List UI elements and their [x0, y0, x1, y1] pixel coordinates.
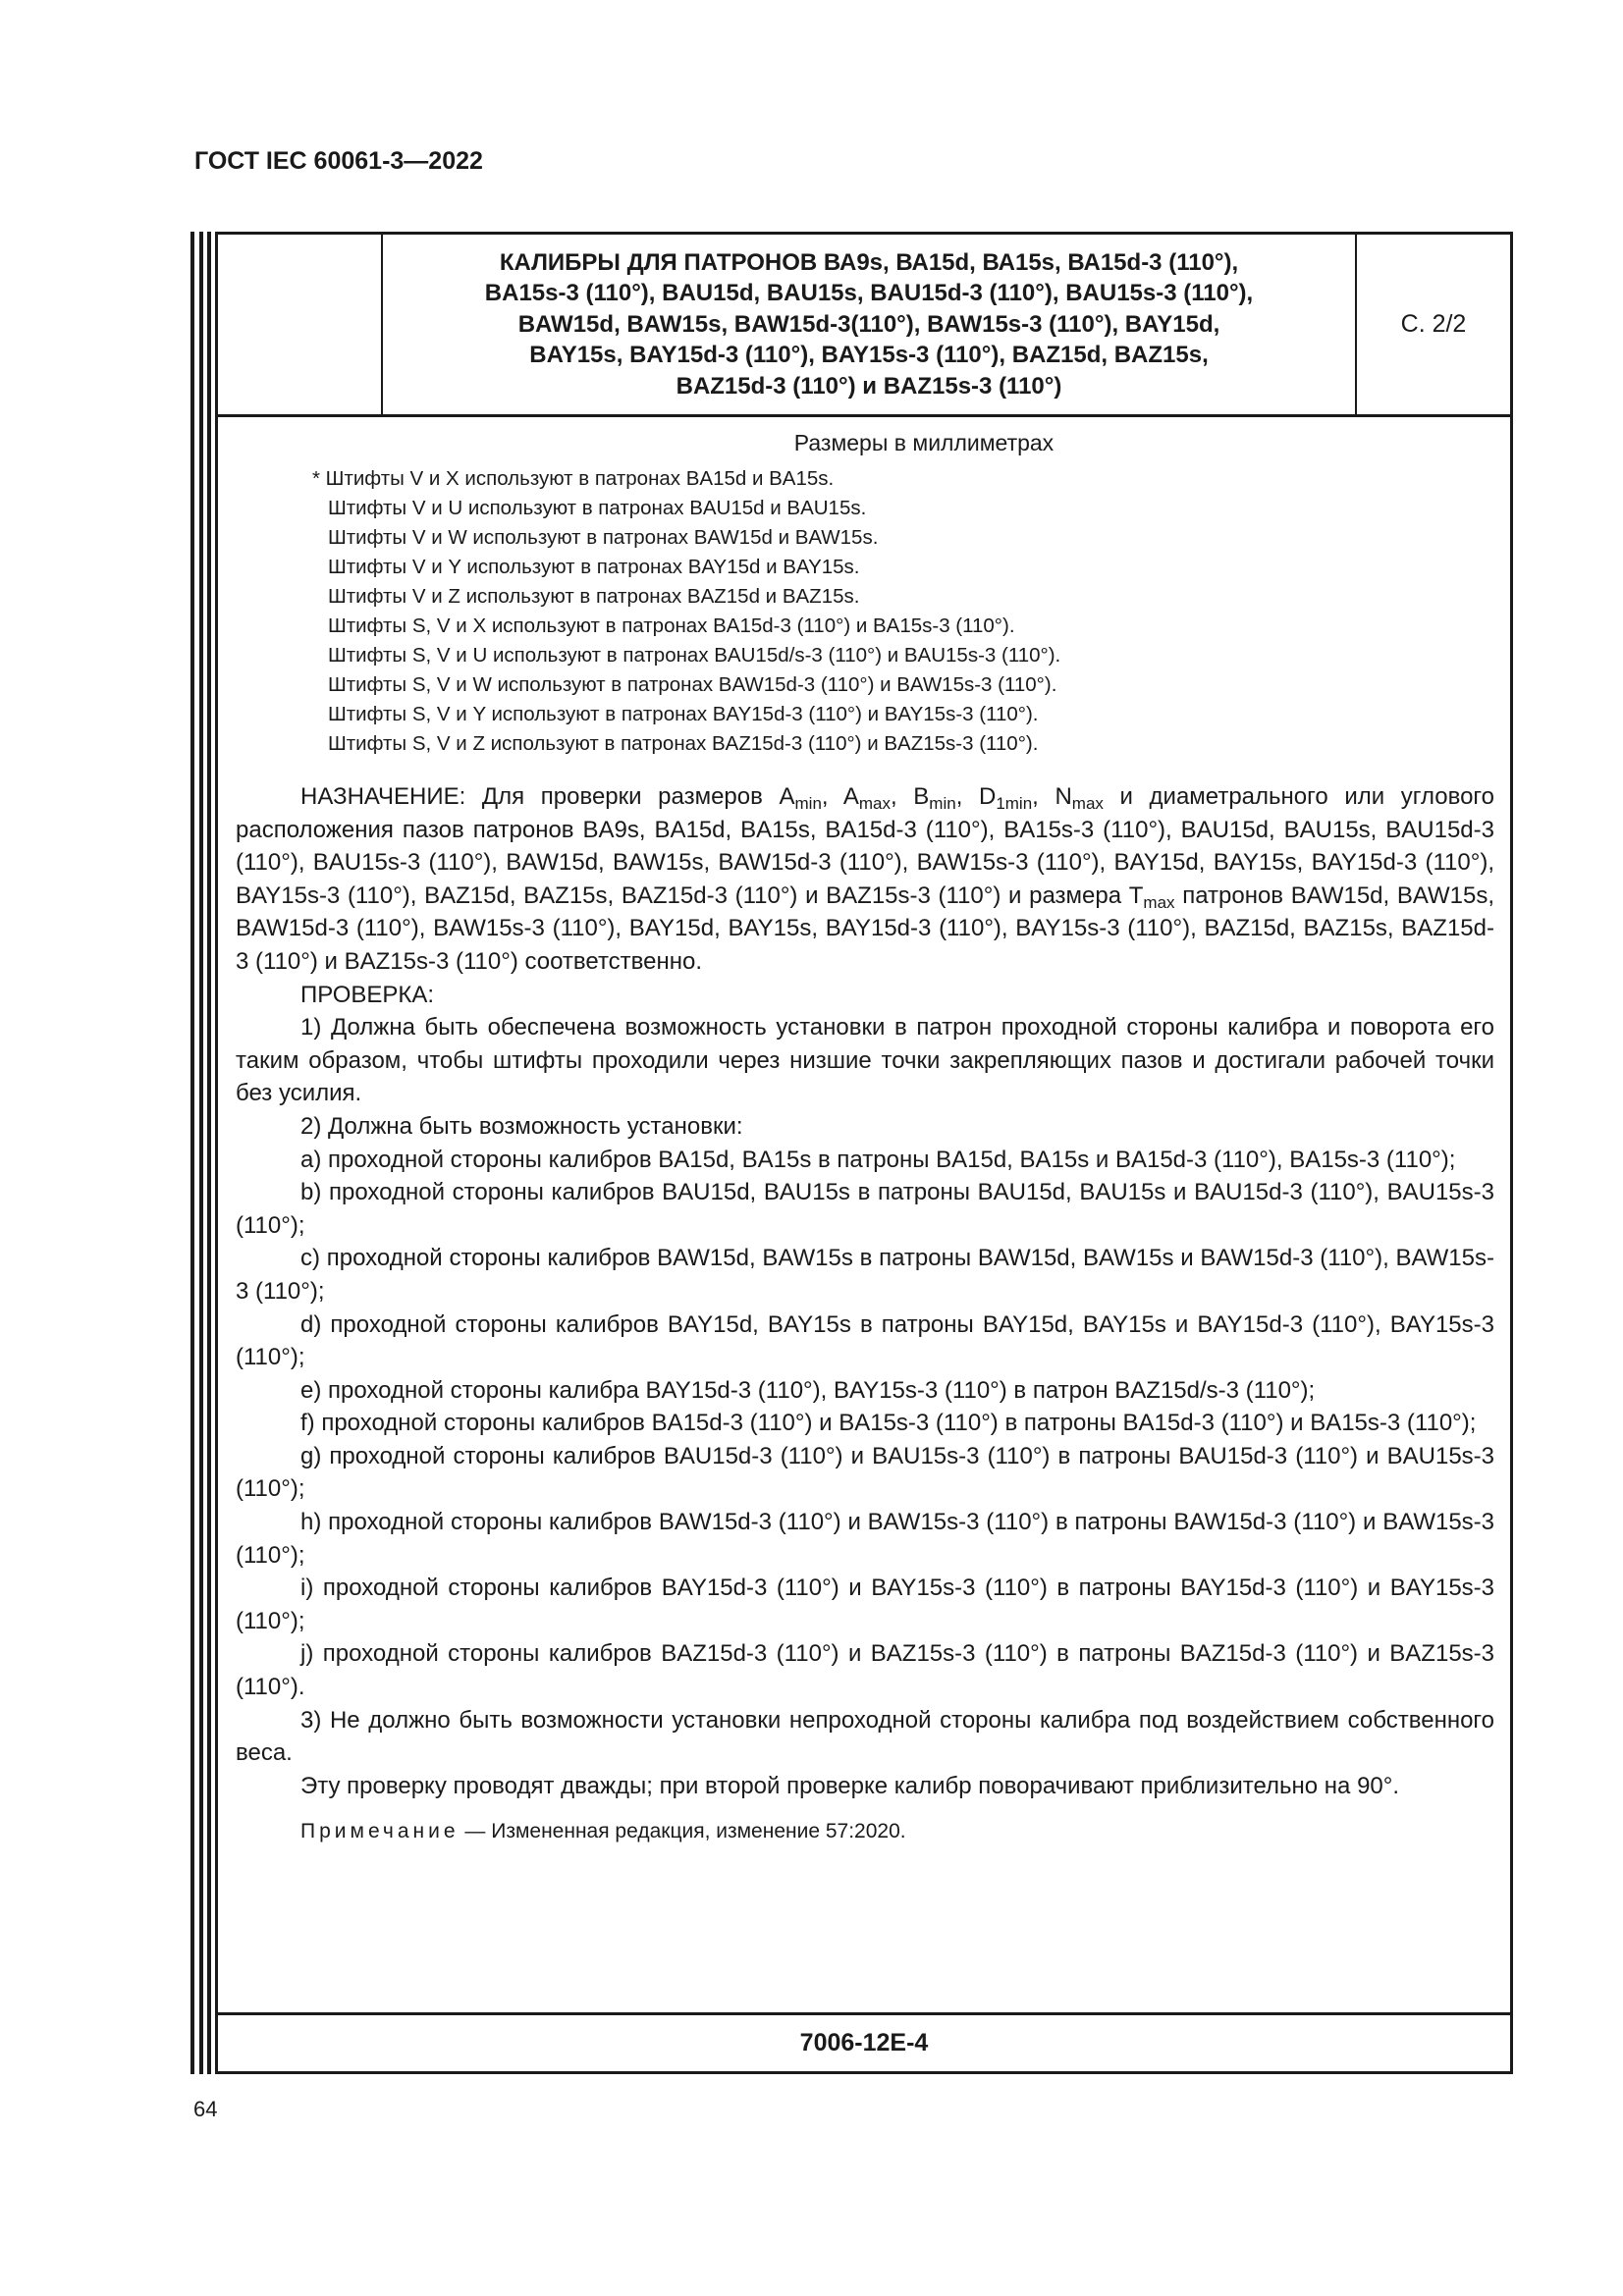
- purpose-text: патронов BAW15d, BAW15s, BAW15d-3 (110°), BAW15s-3 (110°), BAY15d, BAY15s, BAY15d-3 (110°), BAY15s-3 (110°), BAZ15d, BAZ15s, BAZ15d-3 (110°) и BAZ15s-3 (110°) соответственно.: [236, 881, 1494, 975]
- check-item-i: i) проходной стороны калибров BAY15d-3 (110°) и BAY15s-3 (110°) в патроны BAY15d-3 (110°) и BAY15s-3 (110°);: [236, 1575, 1494, 1634]
- check-item-f: f) проходной стороны калибров BA15d-3 (110°) и BA15s-3 (110°) в патроны BA15d-3 (110°) и BA15s-3 (110°);: [300, 1410, 1477, 1437]
- bmin-subscript: min: [929, 794, 956, 813]
- check-paragraph: Эту проверку проводят дважды; при второй проверке калибр поворачивают приблизительно на 90°.: [300, 1772, 1400, 1799]
- note: [300, 1820, 1494, 1843]
- title-line: КАЛИБРЫ ДЛЯ ПАТРОНОВ ВА9s, ВА15d, ВА15s, ВА15d-3 (110°),: [499, 248, 1239, 276]
- check-item-d: d) проходной стороны калибров BAY15d, BAY15s в патроны BAY15d, BAY15s и BAY15d-3 (110°), BAY15s-3 (110°);: [236, 1310, 1494, 1371]
- title-center-cell: [383, 235, 1357, 414]
- check-item-b: b) проходной стороны калибров BAU15d, BAU15s в патроны BAU15d, BAU15s и BAU15d-3 (110°), BAU15s-3 (110°);: [236, 1179, 1494, 1239]
- d1min-subscript: 1min: [996, 794, 1033, 813]
- sheet-body: [236, 430, 1494, 1843]
- purpose-lead: НАЗНАЧЕНИЕ: Для проверки размеров A: [300, 783, 795, 810]
- title-line: BAZ15d-3 (110°) и BAZ15s-3 (110°): [676, 372, 1062, 400]
- title-block: [218, 235, 1510, 417]
- footnote-item: Штифты S, V и X используют в патронах BA15d-3 (110°) и BA15s-3 (110°).: [328, 614, 1015, 637]
- sheet-frame: [215, 232, 1513, 2074]
- title-line: BAW15d, BAW15s, BAW15d-3(110°), BAW15s-3 (110°), BAY15d,: [517, 310, 1220, 338]
- margin-rule-1: [190, 232, 194, 2074]
- amin-subscript: min: [794, 794, 822, 813]
- title-line: BAY15s, BAY15d-3 (110°), BAY15s-3 (110°), BAZ15d, BAZ15s,: [529, 342, 1209, 369]
- footnote-item: Штифты S, V и W используют в патронах BAW15d-3 (110°) и BAW15s-3 (110°).: [328, 673, 1057, 696]
- check-item-h: h) проходной стороны калибров BAW15d-3 (110°) и BAW15s-3 (110°) в патроны BAW15d-3 (110°) и BAW15s-3 (110°);: [236, 1509, 1494, 1569]
- footnote-item: Штифты V и Z используют в патронах BAZ15d и BAZ15s.: [328, 585, 860, 608]
- margin-rule-3: [207, 232, 211, 2074]
- footnote-item: Штифты S, V и U используют в патронах BAU15d/s-3 (110°) и BAU15s-3 (110°).: [328, 644, 1061, 667]
- footnote-item: * Штифты V и X используют в патронах BA15d и BA15s.: [312, 467, 835, 490]
- document-header: ГОСТ IEC 60061-3—2022: [194, 147, 483, 175]
- note-label: Примечание: [300, 1820, 460, 1843]
- purpose-sep: , D: [955, 783, 997, 810]
- footnote-list: [312, 464, 1494, 759]
- footnote-item: Штифты S, V и Y используют в патронах BAY15d-3 (110°) и BAY15s-3 (110°).: [328, 703, 1039, 725]
- check-item-c: c) проходной стороны калибров BAW15d, BAW15s в патроны BAW15d, BAW15s и BAW15d-3 (110°), BAW15s-3 (110°);: [236, 1245, 1494, 1305]
- nmax-subscript: max: [1071, 794, 1104, 813]
- sheet-number: С. 2/2: [1400, 310, 1467, 338]
- check-paragraph: 2) Должна быть возможность установки:: [300, 1112, 743, 1140]
- purpose-text: и диаметрального или углового расположения пазов патронов BA9s, BA15d, BA15s, BA15d-3 (110°), BA15s-3 (110°), BAU15d, BAU15s, BAU15d-3 (110°), BAU15s-3 (110°), BAW15d, BAW15s, BAW15d-3 (110°), BAW15s-3 (110°), BAY15d, BAY15s, BAY15d-3 (110°), BAY15s-3 (110°), BAZ15d, BAZ15s, BAZ15d-3 (110°) и BAZ15s-3 (110°) и размера T: [236, 783, 1494, 909]
- check-item-a: a) проходной стороны калибров BA15d, BA15s в патроны BA15d, BA15s и BA15d-3 (110°), BA15s-3 (110°);: [300, 1146, 1456, 1173]
- note-text: — Измененная редакция, изменение 57:2020.: [459, 1820, 906, 1843]
- sheet-title: [485, 247, 1253, 402]
- purpose-paragraph: [236, 780, 1494, 979]
- footnote-item: Штифты V и Y используют в патронах BAY15d и BAY15s.: [328, 556, 860, 578]
- check-item-g: g) проходной стороны калибров BAU15d-3 (110°) и BAU15s-3 (110°) в патроны BAU15d-3 (110°) и BAU15s-3 (110°);: [236, 1442, 1494, 1503]
- check-item-j: j) проходной стороны калибров BAZ15d-3 (110°) и BAZ15s-3 (110°) в патроны BAZ15d-3 (110°) и BAZ15s-3 (110°).: [236, 1640, 1494, 1701]
- footnote-item: Штифты V и U используют в патронах BAU15d и BAU15s.: [328, 497, 867, 519]
- tmax-subscript: max: [1143, 892, 1175, 912]
- footnote-item: Штифты V и W используют в патронах BAW15d и BAW15s.: [328, 526, 879, 549]
- title-left-cell: [218, 235, 383, 414]
- footnote-item: Штифты S, V и Z используют в патронах BAZ15d-3 (110°) и BAZ15s-3 (110°).: [328, 732, 1039, 755]
- check-paragraph: 1) Должна быть обеспечена возможность установки в патрон проходной стороны калибра и поворота его таким образом, чтобы штифты проходили через низшие точки закрепляющих пазов и достигали рабочей точки без усилия.: [236, 1014, 1494, 1107]
- check-paragraph: 3) Не должно быть возможности установки непроходной стороны калибра под воздействием собственного веса.: [236, 1706, 1494, 1767]
- purpose-sep: , A: [821, 783, 859, 810]
- sheet-code: 7006-12E-4: [218, 2012, 1510, 2071]
- check-item-e: e) проходной стороны калибра BAY15d-3 (110°), BAY15s-3 (110°) в патрон BAZ15d/s-3 (110°);: [300, 1376, 1316, 1404]
- page-number: 64: [193, 2097, 218, 2121]
- purpose-sep: , N: [1032, 783, 1072, 810]
- amax-subscript: max: [858, 794, 891, 813]
- margin-rule-2: [199, 232, 203, 2074]
- purpose-sep: , B: [891, 783, 930, 810]
- dimensions-note: Размеры в миллиметрах: [793, 430, 1055, 455]
- title-line: BA15s-3 (110°), BAU15d, BAU15s, BAU15d-3 (110°), BAU15s-3 (110°),: [484, 280, 1254, 307]
- check-heading: ПРОВЕРКА:: [300, 981, 435, 1008]
